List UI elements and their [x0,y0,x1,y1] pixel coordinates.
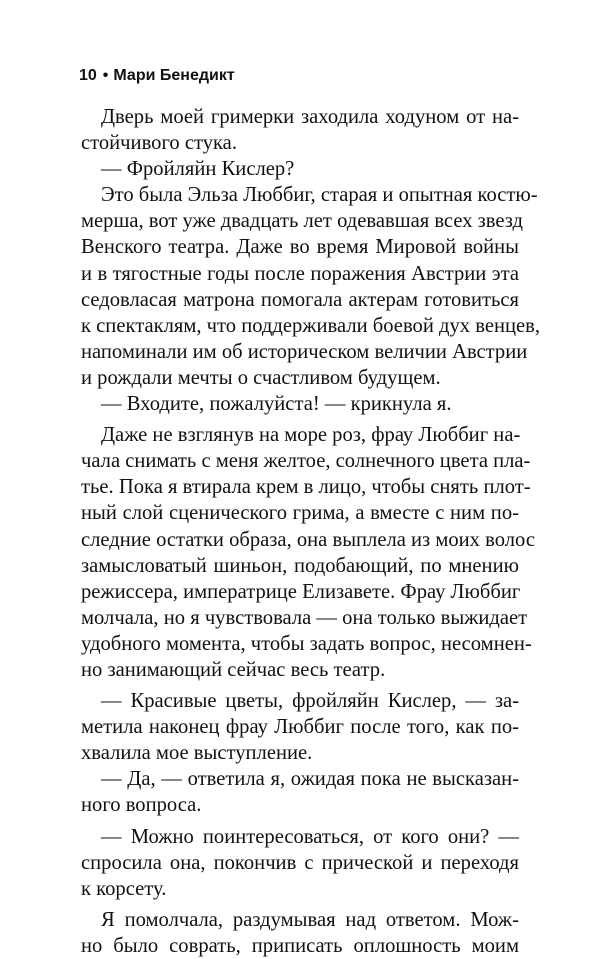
text-line: и в тягостные годы после поражения Австрии эта [81,262,519,285]
text-line: молчала, но я чувствовала — она только выжидает [81,606,528,629]
text-line: чала снимать с меня желтое, солнечного цвета пла- [81,450,531,473]
text-line: метила наконец фрау Люббиг после того, как по- [81,716,519,739]
text-line: тье. Пока я втирала крем в лицо, чтобы снять плот- [81,476,531,499]
text-line: замысловатый шиньон, подобающий, по мнению [81,554,519,577]
text-line: стойчивого стука. [81,132,237,155]
running-header [79,66,235,86]
text-line: спросила она, покончив с прической и переходя [81,851,519,874]
author-name: Мари Бенедикт [113,67,235,84]
text-line: режиссера, императрице Елизавете. Фрау Люббиг [81,580,521,603]
text-line: Венского театра. Даже во время Мировой войны [81,236,519,259]
text-line: но занимающий сейчас весь театр. [81,658,386,681]
header-separator: • [102,67,109,84]
text-line: — Можно поинтересоваться, от кого они? — [101,825,519,848]
text-line: следние остатки образа, она выплела из моих волос [81,528,535,551]
text-line: Я помолчала, раздумывая над ответом. Мож- [101,908,519,931]
text-line: напоминали им об историческом величии Австрии [81,340,528,363]
text-line: мерша, вот уже двадцать лет одевавшая всех звезд [81,210,524,233]
text-line: седовласая матрона помогала актерам готовиться [81,288,519,311]
text-line: Даже не взглянув на море роз, фрау Люббиг на- [101,424,521,447]
text-line: Дверь моей гримерки заходила ходуном от на- [101,106,519,128]
text-line: — Входите, пожалуйста! — крикнула я. [101,393,452,416]
text-line: — Фройляйн Кислер? [101,158,295,181]
text-line: к спектаклям, что поддерживали боевой дух венцев, [81,314,541,337]
text-line: хвалила мое выступление. [81,742,313,765]
text-line: к корсету. [81,877,167,900]
page-number: 10 [79,67,97,84]
text-line: Это была Эльза Люббиг, старая и опытная костю- [101,184,538,207]
body-text [81,104,541,959]
text-line: — Красивые цветы, фройляйн Кислер, — за- [101,690,519,713]
text-line: — Да, — ответила я, ожидая пока не высказан- [101,768,519,791]
text-line: но было соврать, приписать оплошность моим [81,934,519,957]
text-line: и рождали мечты о счастливом будущем. [81,366,441,389]
text-line: удобного момента, чтобы задать вопрос, несомнен- [81,632,532,655]
text-line: ный слой сценического грима, а вместе с ним по- [81,502,519,525]
text-line: ного вопроса. [81,794,202,817]
